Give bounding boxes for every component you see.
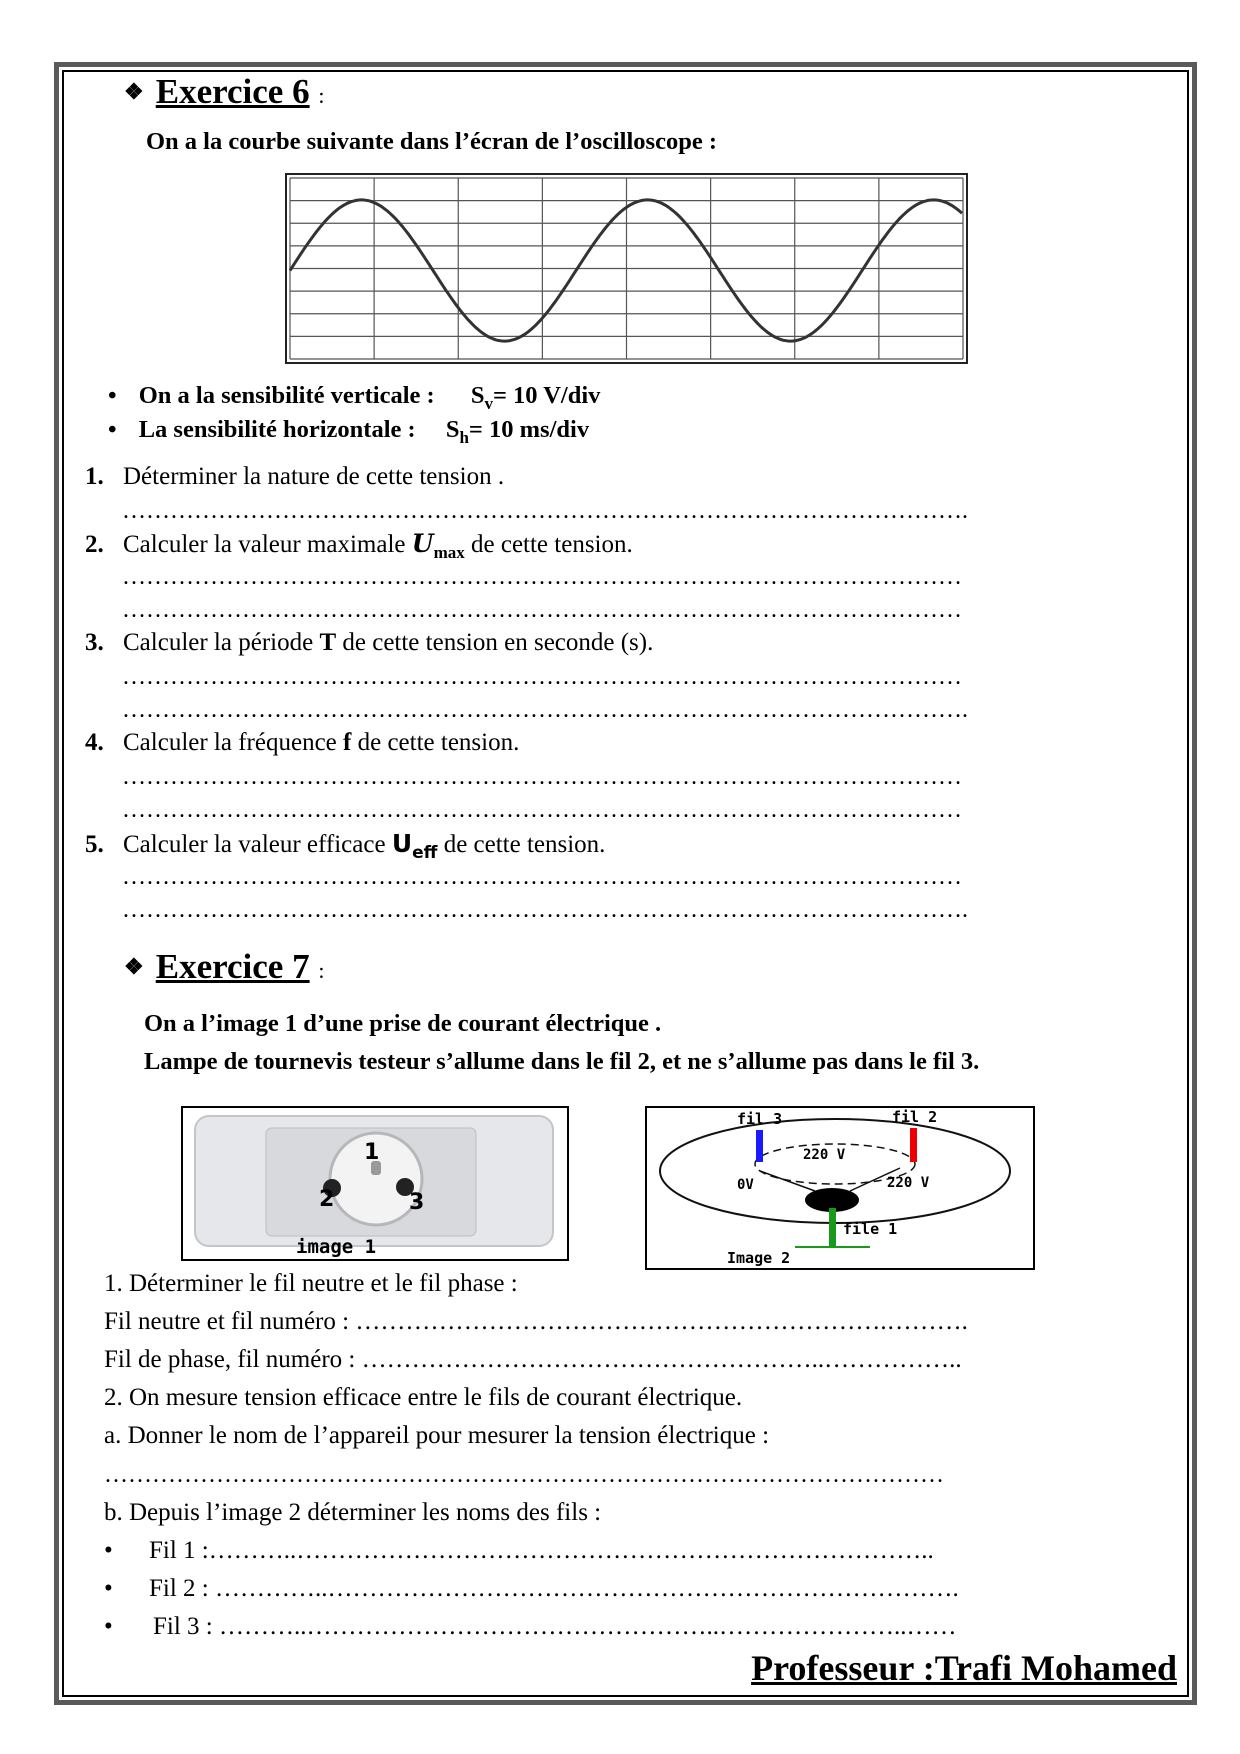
q4-post: de cette tension. <box>357 729 520 756</box>
ex7-heading <box>124 947 324 987</box>
ex6-heading <box>124 72 324 112</box>
pin-label-3: 3 <box>409 1190 425 1215</box>
ex7-intro-2: Lampe de tournevis testeur s’allume dans le fil 2, et ne s’allume pas dans le fil 3. <box>144 1048 980 1075</box>
fil2-label: fil 2 <box>892 1108 938 1126</box>
sens-v-row <box>108 382 600 414</box>
q1-text: Déterminer la nature de cette tension . <box>123 463 505 490</box>
fil3-label: fil 3 <box>737 1110 783 1128</box>
fil2-wire <box>910 1128 917 1162</box>
pin-label-2: 2 <box>319 1187 335 1212</box>
ex7-question-2: 2. On mesure tension efficace entre le fils de courant électrique. <box>104 1384 743 1411</box>
ex6-colon: : <box>318 83 325 108</box>
ex7-colon: : <box>318 958 325 983</box>
wiring-diagram <box>645 1106 1035 1270</box>
bullet-dot: • <box>108 382 117 409</box>
q5-symbol: U <box>391 829 413 858</box>
answer-line[interactable]: ……………………………………………………………………………………………. <box>122 897 968 923</box>
q1-number: 1. <box>85 463 104 490</box>
sens-h-value: = 10 ms/div <box>468 416 590 443</box>
q5-sub: eff <box>412 843 438 863</box>
question-5 <box>85 829 605 863</box>
sens-v-value: = 10 V/div <box>492 382 601 409</box>
fil2-answer[interactable]: Fil 2 : …………..…………………………………………………………………. <box>149 1575 959 1602</box>
fil2-answer-row <box>104 1575 959 1603</box>
q5-number: 5. <box>85 831 104 858</box>
ex6-title: Exercice 6 <box>155 72 310 111</box>
diamond-bullet-icon: ❖ <box>124 79 144 104</box>
fil-phase-line[interactable]: Fil de phase, fil numéro : ………………………………………………..…………….. <box>104 1346 962 1373</box>
question-2 <box>85 529 633 563</box>
fil1-answer[interactable]: Fil 1 :………..………………………………………………………………….. <box>149 1537 934 1564</box>
ex7-question-1: 1. Déterminer le fil neutre et le fil phase : <box>104 1270 518 1297</box>
socket-image <box>181 1106 569 1261</box>
answer-line[interactable]: ……………………………………………………………………………………………. <box>122 498 968 524</box>
ex7-question-b: b. Depuis l’image 2 déterminer les noms des fils : <box>104 1499 602 1526</box>
oscilloscope-screen <box>285 173 968 364</box>
voltage-220-top: 220 V <box>803 1147 846 1163</box>
q5-post: de cette tension. <box>443 831 606 858</box>
sens-h-label: La sensibilité horizontale : <box>138 416 416 443</box>
teacher-signature: Professeur :Trafi Mohamed <box>751 1648 1177 1688</box>
ex7-question-a: a. Donner le nom de l’appareil pour mesurer la tension électrique : <box>104 1422 770 1449</box>
diamond-bullet-icon: ❖ <box>124 954 144 979</box>
answer-line[interactable]: ……………………………………………………………………………………………. <box>122 697 968 723</box>
sens-h-sub: h <box>459 427 469 447</box>
answer-line[interactable]: …………………………………………………………………………………………… <box>122 664 962 690</box>
bullet-dot: • <box>104 1575 113 1602</box>
q2-post: de cette tension. <box>471 531 633 558</box>
answer-line[interactable]: …………………………………………………………………………………………… <box>122 764 962 790</box>
q2-sub: max <box>433 543 465 562</box>
q3-post: de cette tension en seconde (s). <box>342 629 654 656</box>
q3-number: 3. <box>85 629 104 656</box>
bullet-dot: • <box>104 1613 113 1640</box>
fil1-label: file 1 <box>843 1220 898 1238</box>
bullet-dot: • <box>108 416 117 443</box>
bullet-dot: • <box>104 1537 113 1564</box>
image2-caption: Image 2 <box>727 1249 791 1267</box>
answer-line[interactable]: …………………………………………………………………………………………… <box>122 597 962 623</box>
question-1 <box>85 463 504 491</box>
question-3 <box>85 629 653 657</box>
q2-number: 2. <box>85 531 104 558</box>
fil3-answer-row <box>104 1613 957 1641</box>
sens-v-symbol: S <box>470 382 485 409</box>
q4-number: 4. <box>85 729 104 756</box>
fil3-answer[interactable]: Fil 3 : ………..…………………………………………..…………………..…… <box>153 1613 957 1640</box>
fil-neutre-line[interactable]: Fil neutre et fil numéro : ……………………………………………………….………. <box>104 1308 968 1335</box>
answer-line[interactable]: …………………………………………………………………………………………… <box>104 1462 944 1488</box>
q3-pre: Calculer la période <box>123 629 314 656</box>
q4-pre: Calculer la fréquence <box>123 729 337 756</box>
ex7-intro-1: On a l’image 1 d’une prise de courant électrique . <box>144 1010 662 1037</box>
answer-line[interactable]: …………………………………………………………………………………………… <box>122 797 962 823</box>
question-4 <box>85 729 519 757</box>
q2-pre: Calculer la valeur maximale <box>123 531 406 558</box>
q3-symbol: T <box>319 629 337 656</box>
answer-line[interactable]: …………………………………………………………………………………………… <box>122 564 962 590</box>
fil1-wire <box>829 1208 836 1246</box>
q2-symbol: U <box>411 529 434 558</box>
answer-line[interactable]: …………………………………………………………………………………………… <box>122 864 962 890</box>
voltage-220-right: 220 V <box>887 1175 930 1191</box>
fil3-wire <box>756 1130 763 1162</box>
q5-pre: Calculer la valeur efficace <box>123 831 386 858</box>
sens-v-sub: v <box>484 393 493 413</box>
q4-symbol: f <box>343 729 352 756</box>
pin-label-1: 1 <box>364 1140 380 1165</box>
ex6-intro: On a la courbe suivante dans l’écran de l’oscilloscope : <box>146 128 717 155</box>
image1-caption: image 1 <box>296 1236 377 1258</box>
ex7-title: Exercice 7 <box>155 947 310 986</box>
sens-v-label: On a la sensibilité verticale : <box>138 382 435 409</box>
sens-h-symbol: S <box>445 416 460 443</box>
sens-h-row <box>108 416 589 448</box>
voltage-0v: 0V <box>737 1177 754 1193</box>
fil1-answer-row <box>104 1537 934 1565</box>
